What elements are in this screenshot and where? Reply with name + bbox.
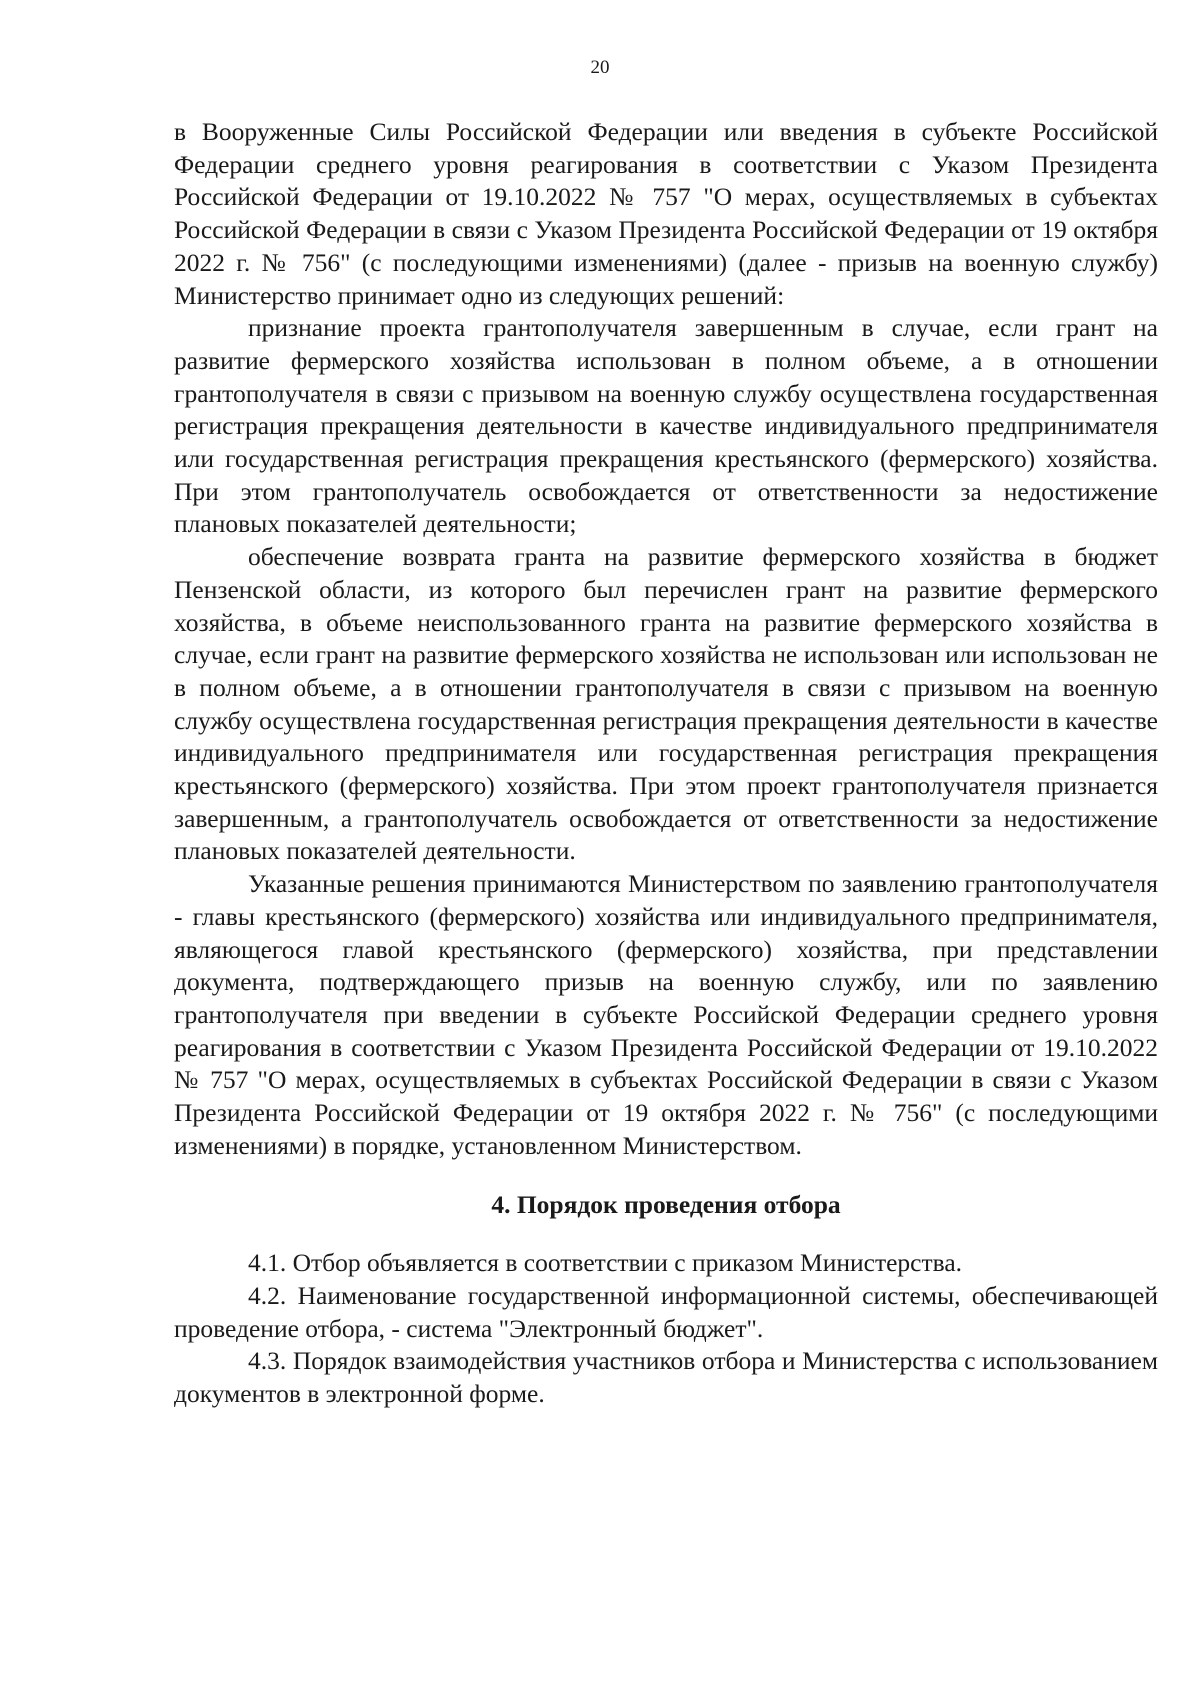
document-body	[174, 116, 1158, 1411]
paragraph-continuation: в Вооруженные Силы Российской Федерации или введения в субъекте Российской Федерации среднего уровня реагирования в соответствии с Указом Президента Российской Федерации от 19.10.2022 № 757 "О мерах, осуществляемых в субъектах Российской Федерации в связи с Указом Президента Российской Федерации от 19 октября 2022 г. № 756" (с последующими изменениями) (далее - призыв на военную службу) Министерство принимает одно из следующих решений:	[174, 117, 1158, 310]
page-number: 20	[590, 57, 610, 78]
paragraph-decision-completed: признание проекта грантополучателя завершенным в случае, если грант на развитие фермерского хозяйства использован в полном объеме, а в отношении грантополучателя в связи с призывом на военную службу осуществлена государственная регистрация прекращения деятельности в качестве индивидуального предпринимателя или государственная регистрация прекращения крестьянского (фермерского) хозяйства. При этом грантополучатель освобождается от ответственности за недостижение плановых показателей деятельности;	[174, 313, 1158, 539]
section-heading: 4. Порядок проведения отбора	[491, 1189, 841, 1219]
clause-4-3: 4.3. Порядок взаимодействия участников отбора и Министерства с использованием документов в электронной форме.	[174, 1346, 1158, 1409]
clause-4-1: 4.1. Отбор объявляется в соответствии с приказом Министерства.	[248, 1248, 963, 1278]
paragraph-decisions-procedure: Указанные решения принимаются Министерством по заявлению грантополучателя - главы крестьянского (фермерского) хозяйства или индивидуального предпринимателя, являющегося главой крестьянского (фермерского) хозяйства, при представлении документа, подтверждающего призыв на военную службу, или по заявлению грантополучателя при введении в субъекте Российской Федерации среднего уровня реагирования в соответствии с Указом Президента Российской Федерации от 19.10.2022 № 757 "О мерах, осуществляемых в субъектах Российской Федерации в связи с Указом Президента Российской Федерации от 19 октября 2022 г. № 756" (с последующими изменениями) в порядке, установленном Министерством.	[174, 869, 1158, 1160]
paragraph-decision-return: обеспечение возврата гранта на развитие фермерского хозяйства в бюджет Пензенской области, из которого был перечислен грант на развитие фермерского хозяйства, в объеме неиспользованного гранта на развитие фермерского хозяйства в случае, если грант на развитие фермерского хозяйства не использован или использован не в полном объеме, а в отношении грантополучателя в связи с призывом на военную службу осуществлена государственная регистрация прекращения деятельности в качестве индивидуального предпринимателя или государственная регистрация прекращения крестьянского (фермерского) хозяйства. При этом проект грантополучателя признается завершенным, а грантополучатель освобождается от ответственности за недостижение плановых показателей деятельности.	[174, 542, 1158, 866]
clause-4-2: 4.2. Наименование государственной информационной системы, обеспечивающей проведение отбора, - система "Электронный бюджет".	[174, 1280, 1158, 1343]
